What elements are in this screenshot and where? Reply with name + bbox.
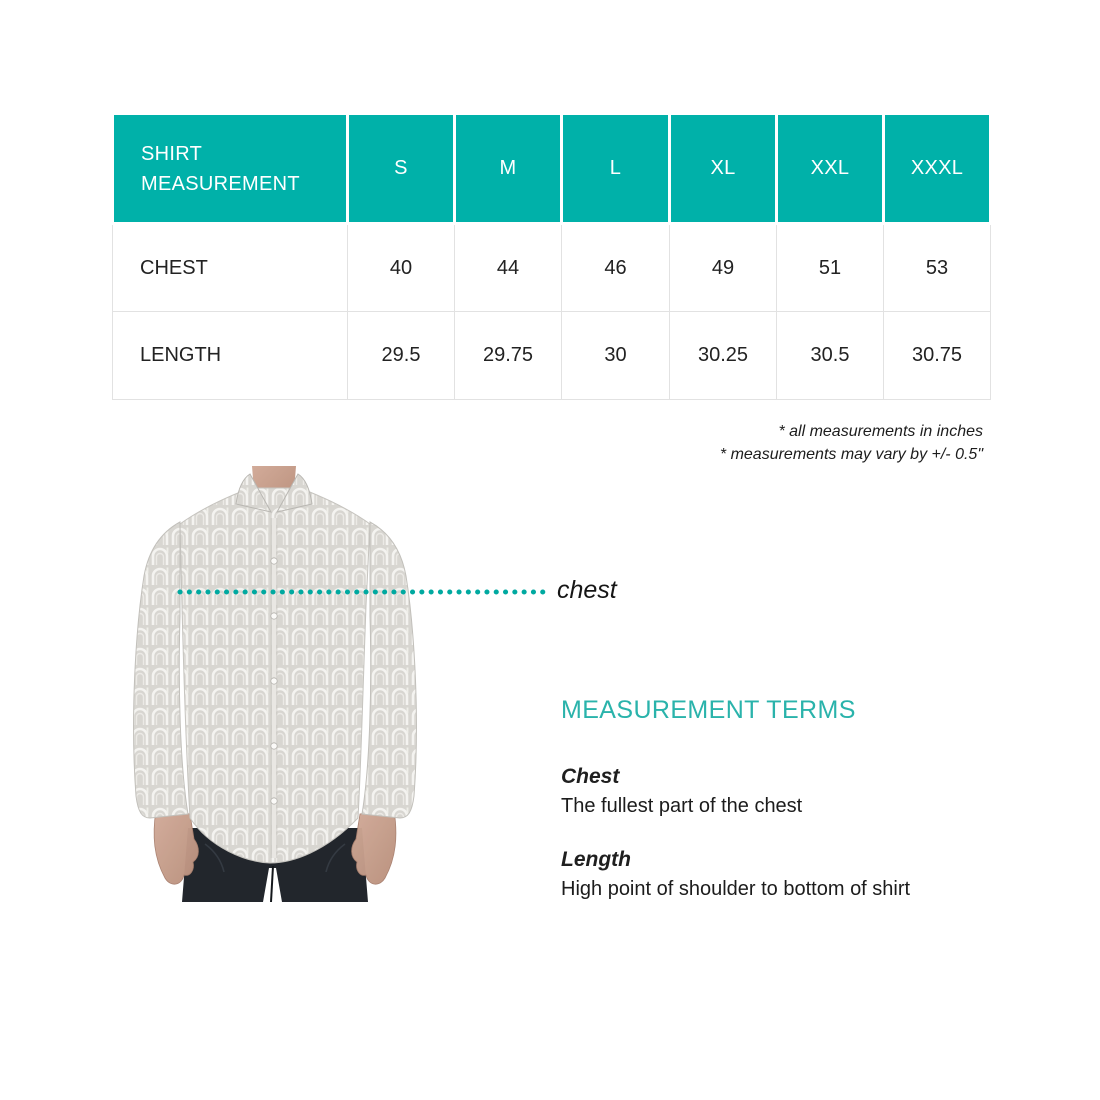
measurement-terms-section bbox=[561, 696, 1031, 931]
length-value-l: 30 bbox=[562, 312, 670, 400]
chest-value-l: 46 bbox=[562, 224, 670, 312]
length-value-s: 29.5 bbox=[348, 312, 455, 400]
measurement-terms-title: MEASUREMENT TERMS bbox=[561, 696, 856, 724]
right-sleeve bbox=[362, 522, 416, 818]
term-item-chest bbox=[561, 765, 1031, 818]
chest-value-xl: 49 bbox=[670, 224, 777, 312]
chest-callout-label: chest bbox=[557, 576, 617, 604]
table-row-length bbox=[113, 312, 991, 400]
table-row-chest bbox=[113, 224, 991, 312]
measurement-notes bbox=[720, 420, 983, 466]
shirt-model-photo bbox=[110, 466, 440, 902]
measurement-note: * measurements may vary by +/- 0.5" bbox=[719, 446, 983, 463]
table-header-row bbox=[113, 114, 991, 224]
term-definition: The fullest part of the chest bbox=[561, 795, 803, 817]
header-cell-title: SHIRT MEASUREMENT bbox=[113, 114, 348, 224]
term-name: Chest bbox=[561, 765, 620, 788]
size-table bbox=[111, 112, 992, 400]
length-value-xxxl: 30.75 bbox=[884, 312, 991, 400]
header-cell-size-xxl: XXL bbox=[777, 114, 884, 224]
chest-value-m: 44 bbox=[455, 224, 562, 312]
chest-value-xxl: 51 bbox=[777, 224, 884, 312]
term-item-length bbox=[561, 848, 1031, 901]
header-cell-size-xxxl: XXXL bbox=[884, 114, 991, 224]
shirt-model-illustration bbox=[110, 466, 440, 902]
length-value-xxl: 30.5 bbox=[777, 312, 884, 400]
chest-value-s: 40 bbox=[348, 224, 455, 312]
length-value-m: 29.75 bbox=[455, 312, 562, 400]
term-name: Length bbox=[561, 848, 631, 871]
header-cell-size-s: S bbox=[348, 114, 455, 224]
chest-measure-dotted-line bbox=[176, 586, 548, 598]
row-label-chest: CHEST bbox=[113, 224, 348, 312]
button-placket bbox=[271, 518, 277, 858]
term-definition: High point of shoulder to bottom of shirt bbox=[561, 878, 911, 900]
header-cell-size-l: L bbox=[562, 114, 670, 224]
row-label-length: LENGTH bbox=[113, 312, 348, 400]
chest-value-xxxl: 53 bbox=[884, 224, 991, 312]
length-value-xl: 30.25 bbox=[670, 312, 777, 400]
left-sleeve bbox=[134, 522, 188, 818]
measurement-note: * all measurements in inches bbox=[778, 423, 983, 440]
header-cell-size-xl: XL bbox=[670, 114, 777, 224]
header-cell-size-m: M bbox=[455, 114, 562, 224]
